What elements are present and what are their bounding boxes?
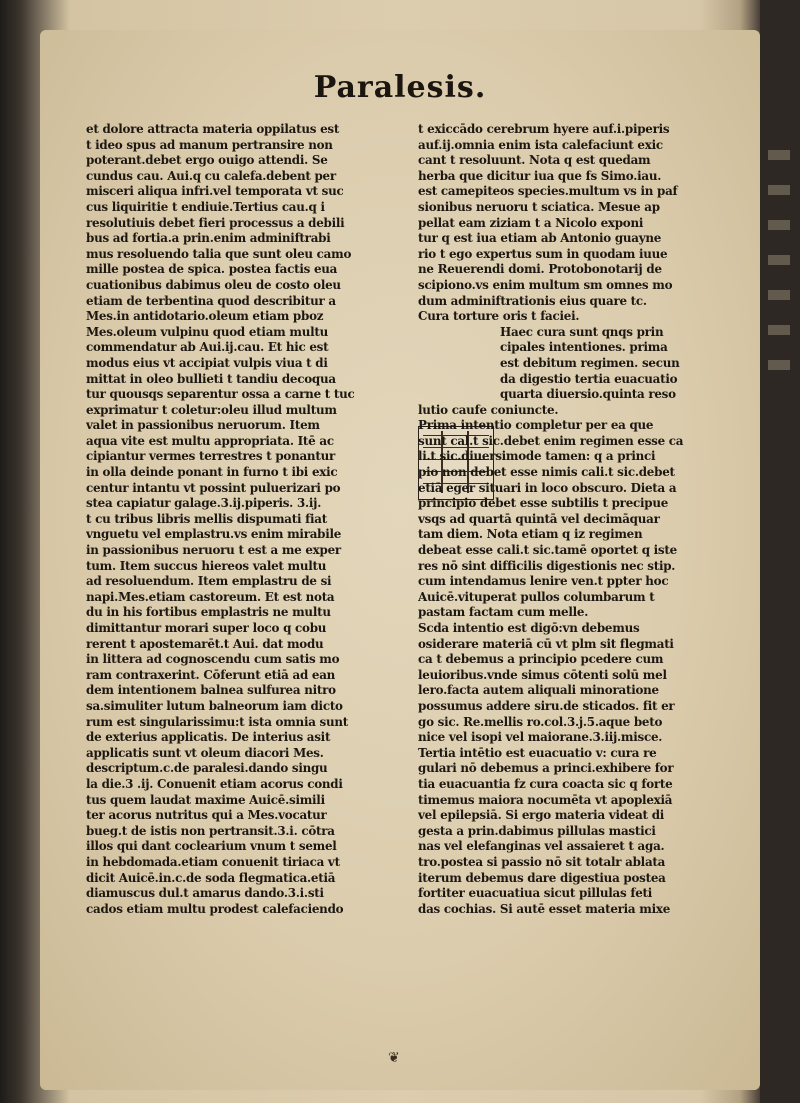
text-line: aqua vite est multu appropriata. Itē ac [86, 433, 334, 448]
leaf-ornament-icon: ❦ [388, 1050, 400, 1066]
text-line: cipiantur vermes terrestres t ponantur [86, 449, 335, 464]
text-line: Haec cura sunt qnqs prin [500, 324, 664, 339]
text-line: cundus cau. Aui.q cu calefa.debent per [86, 168, 336, 183]
next-page-edge [760, 0, 800, 1103]
text-line: est camepiteos species.multum vs in paf [418, 184, 678, 199]
text-line: das cochias. Si autē esset materia mixe [418, 901, 671, 916]
text-line: timemus maiora nocumēta vt apoplexiā [418, 792, 673, 807]
text-line: mus resoluendo talia que sunt oleu camo [86, 246, 352, 261]
text-line: poterant.debet ergo ouigo attendi. Se [86, 153, 328, 168]
text-line: tam diem. Nota etiam q iz regimen [418, 527, 643, 542]
text-line: t cu tribus libris mellis dispumati fiat [86, 511, 327, 526]
text-line: res nō sint difficilis digestionis nec stip. [418, 558, 676, 573]
text-line: t exiccādo cerebrum hyere auf.i.piperis [418, 122, 670, 136]
text-line: quarta diuersio.quinta reso [500, 387, 676, 402]
text-line: cant t resoluunt. Nota q est quedam [418, 153, 651, 168]
text-line: stea capiatur galage.3.ij.piperis. 3.ij. [86, 496, 322, 511]
text-line: go sic. Re.mellis ro.col.3.j.5.aque beto [418, 714, 663, 729]
text-line: cados etiam multu prodest calefaciendo [86, 901, 344, 916]
text-line: auf.ij.omnia enim ista calefaciunt exic [418, 137, 663, 152]
text-line: mittat in oleo bullieti t tandiu decoqua [86, 371, 336, 386]
text-line: ne Reuerendi domi. Protobonotarij de [418, 262, 662, 277]
text-line: in hebdomada.etiam conuenit tiriaca vt [86, 854, 340, 869]
text-line: Auicē.vituperat pullos columbarum t [418, 589, 655, 604]
text-line: Prima intentio completur per ea que [418, 418, 654, 433]
text-line: rum est singularissimu:t ista omnia sunt [86, 714, 349, 729]
text-line: nice vel isopi vel maiorane.3.iij.misce. [418, 730, 663, 745]
text-line: ram contraxerint. Cōferunt etiā ad ean [86, 667, 336, 682]
text-line: bus ad fortia.a prin.enim adminiftrabi [86, 231, 331, 246]
text-line: sunt cal.t sic.debet enim regimen esse ca [418, 433, 684, 448]
text-line: est debitum regimen. secun [500, 355, 680, 370]
text-line: etiā eger situari in loco obscuro. Dieta a [418, 480, 677, 495]
text-line: valet in passionibus neruorum. Item [86, 418, 320, 433]
text-line: dimittantur morari super loco q cobu [86, 621, 327, 635]
text-line: vsqs ad quartā quintā vel decimāquar [418, 511, 660, 526]
text-line: tro.postea si passio nō sit totalr ablata [418, 854, 666, 869]
text-line: vnguetu vel emplastru.vs enim mirabile [86, 527, 342, 542]
text-line: dum adminiftrationis eius quare tc. [418, 293, 647, 308]
text-line: bueg.t de istis non pertransit.3.i. cōtra [86, 823, 335, 838]
text-line: et dolore attracta materia oppilatus est [86, 122, 340, 136]
text-line: vel epilepsiā. Si ergo materia videat di [418, 808, 665, 823]
text-line: resolutiuis debet fieri processus a debili [86, 215, 345, 230]
text-line: tus quem laudat maxime Auicē.simili [86, 792, 325, 807]
text-line: debeat esse cali.t sic.tamē oportet q iste [418, 543, 677, 558]
text-line: sa.simuliter lutum balneorum iam dicto [86, 698, 343, 713]
text-line: dem intentionem balnea sulfurea nitro [86, 683, 336, 698]
text-line: li.t sic.diuersimode tamen: q a princi [418, 449, 656, 464]
text-line: mille postea de spica. postea factis eua [86, 262, 338, 277]
text-line: la die.3 .ij. Conuenit etiam acorus condi [86, 776, 343, 791]
text-line: Mes.oleum vulpinu quod etiam multu [86, 324, 328, 339]
text-line: fortiter euacuatiua sicut pillulas feti [418, 886, 653, 901]
text-line: ad resoluendum. Item emplastru de si [86, 574, 332, 589]
text-line: ca t debemus a principio pcedere cum [418, 652, 664, 667]
running-title: Paralesis. [313, 70, 487, 105]
text-line: pio non debet esse nimis cali.t sic.debet [418, 465, 675, 480]
text-line: cum intendamus lenire ven.t ppter hoc [418, 574, 669, 589]
text-line: rerent t apostemarēt.t Aui. dat modu [86, 636, 324, 651]
text-line: tur q est iua etiam ab Antonio guayne [418, 231, 662, 246]
text-line: descriptum.c.de paralesi.dando singu [86, 761, 328, 776]
text-line: nas vel elefanginas vel assaieret t aga. [418, 839, 665, 854]
text-line: cus liquiritie t endiuie.Tertius cau.q i [86, 199, 325, 214]
text-line: osiderare materiā cū vt plm sit flegmati [418, 636, 674, 651]
text-line: in olla deinde ponant in furno t ibi exic [86, 465, 338, 480]
text-line: commendatur ab Aui.ij.cau. Et hic est [86, 340, 329, 355]
text-line: illos qui dant coclearium vnum t semel [86, 839, 337, 854]
text-line: tum. Item succus hiereos valet multu [86, 558, 327, 573]
text-line: Mes.in antidotario.oleum etiam pboz [86, 309, 324, 324]
text-line: iterum debemus dare digestiua postea [418, 870, 666, 885]
text-line: diamuscus dul.t amarus dando.3.i.sti [86, 886, 324, 901]
text-line: possumus addere siru.de sticados. fit er [418, 698, 675, 713]
text-line: gesta a prin.dabimus pillulas mastici [418, 823, 656, 838]
text-line: de exterius applicatis. De interius asit [86, 730, 331, 745]
text-line: Cura torture oris t faciei. [418, 309, 580, 324]
text-line: in passionibus neruoru t est a me exper [86, 543, 341, 558]
text-line: cipales intentiones. prima [500, 340, 668, 355]
text-line: napi.Mes.etiam castoreum. Et est nota [86, 589, 335, 604]
text-line: Tertia intētio est euacuatio v: cura re [418, 745, 657, 760]
text-line: tia euacuantia fz cura coacta sic q forte [418, 776, 673, 791]
text-line: lutio caufe coniuncte. [418, 402, 559, 417]
text-line: applicatis sunt vt oleum diacori Mes. [86, 745, 324, 760]
text-line: tur quousqs separentur ossa a carne t tuc [86, 387, 355, 402]
text-line: principio debet esse subtilis t precipue [418, 496, 669, 511]
text-column-left [86, 122, 400, 917]
text-line: etiam de terbentina quod describitur a [86, 293, 336, 308]
text-line: ter acorus nutritus qui a Mes.vocatur [86, 808, 327, 823]
text-line: gulari nō debemus a princi.exhibere for [418, 761, 674, 776]
text-line: t ideo spus ad manum pertransire non [86, 137, 333, 152]
text-line: sionibus neruoru t sciatica. Mesue ap [418, 199, 660, 214]
text-line: in littera ad cognoscendu cum satis mo [86, 652, 340, 667]
text-line: pellat eam ziziam t a Nicolo exponi [418, 215, 644, 230]
text-line: dicit Auicē.in.c.de soda flegmatica.etiā [86, 870, 336, 885]
text-line: herba que dicitur iua que fs Simo.iau. [418, 168, 662, 183]
text-line: exprimatur t coletur:oleu illud multum [86, 402, 337, 417]
text-line: leuioribus.vnde simus cōtenti solū mel [418, 667, 667, 682]
text-line: cuationibus dabimus oleu de costo oleu [86, 277, 341, 292]
text-line: centur intantu vt possint puluerizari po [86, 480, 341, 495]
text-column-right [418, 122, 732, 917]
text-line: da digestio tertia euacuatio [500, 371, 678, 386]
text-line: pastam factam cum melle. [418, 605, 589, 620]
text-line: modus eius vt accipiat vulpis viua t di [86, 355, 328, 370]
text-line: lero.facta autem aliquali minoratione [418, 683, 659, 698]
text-line: scipiono.vs enim multum sm omnes mo [418, 277, 673, 292]
text-line: du in his fortibus emplastris ne multu [86, 605, 331, 620]
text-line: misceri aliqua infri.vel temporata vt suc [86, 184, 344, 199]
text-line: Scda intentio est digō:vn debemus [418, 621, 640, 635]
text-line: rio t ego expertus sum in quodam iuue [418, 246, 668, 261]
